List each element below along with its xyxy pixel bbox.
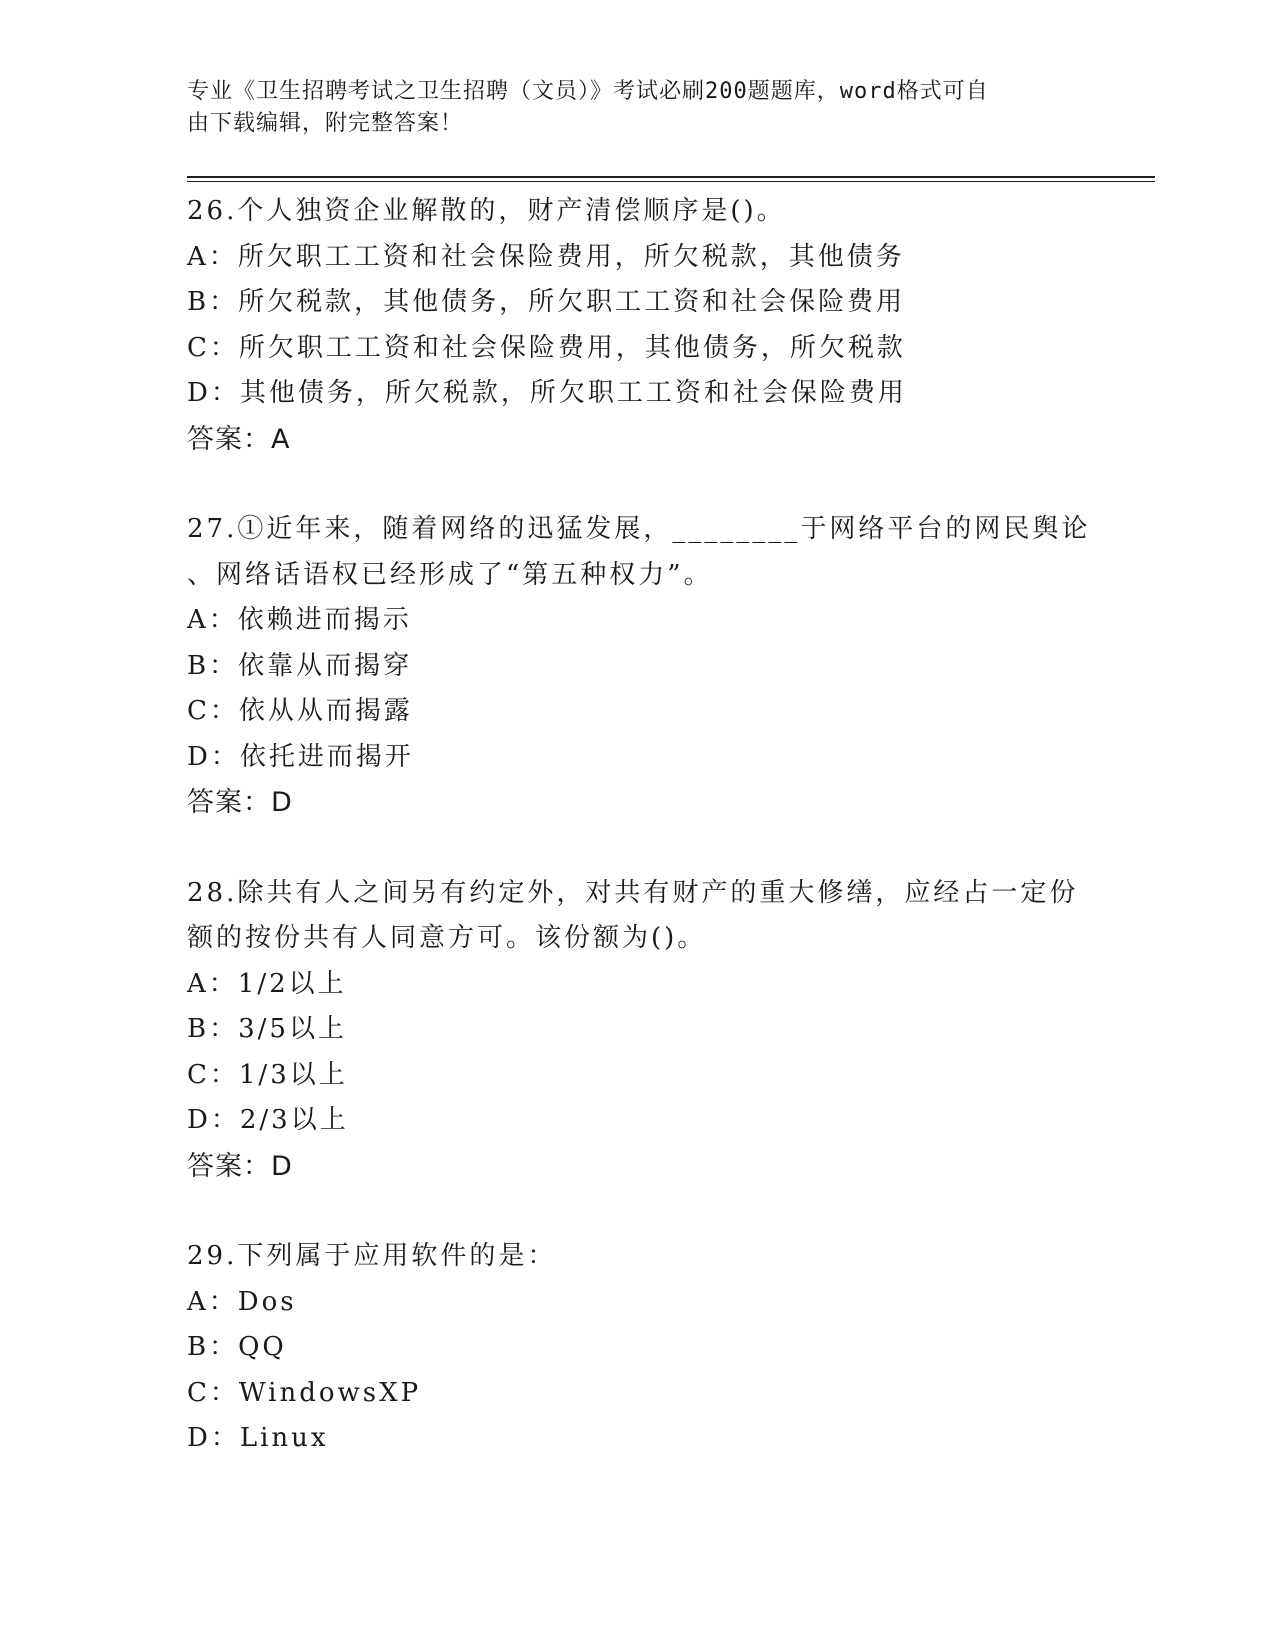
option-a: A：Dos [187, 1286, 297, 1317]
option-c: C：1/3以上 [187, 1059, 348, 1090]
header-divider-thin [187, 181, 1155, 182]
question-26 [187, 189, 1087, 462]
question-stem-continued: 、网络话语权已经形成了“第五种权力”。 [187, 559, 713, 590]
option-a: A：所欠职工工资和社会保险费用，所欠税款，其他债务 [187, 241, 905, 272]
question-stem: 26.个人独资企业解散的，财产清偿顺序是()。 [187, 196, 786, 226]
document-header [187, 76, 1067, 140]
question-27 [187, 507, 1091, 826]
option-d: D：依托进而揭开 [187, 741, 414, 772]
option-d: D：2/3以上 [187, 1105, 349, 1135]
question-stem-continued: 额的按份共有人同意方可。该份额为()。 [187, 923, 707, 953]
question-stem: 27.①近年来，随着网络的迅猛发展，________于网络平台的网民舆论 [187, 514, 1091, 544]
option-a: A：1/2以上 [187, 968, 347, 999]
option-c: C：WindowsXP [187, 1377, 422, 1408]
question-stem: 29.下列属于应用软件的是： [187, 1241, 557, 1271]
option-a: A：依赖进而揭示 [187, 605, 412, 635]
header-divider-thick [187, 176, 1155, 178]
option-c: C：依从从而揭露 [187, 696, 413, 726]
option-b: B：依靠从而揭穿 [187, 650, 413, 681]
question-29 [187, 1234, 1087, 1462]
option-d: D：其他债务，所欠税款，所欠职工工资和社会保险费用 [187, 378, 907, 408]
question-list [187, 189, 1091, 1507]
option-d: D：Linux [187, 1423, 329, 1453]
answer: 答案：D [187, 1150, 293, 1182]
option-b: B：QQ [187, 1332, 287, 1362]
option-b: B：3/5以上 [187, 1014, 347, 1044]
header-line-1: 专业《卫生招聘考试之卫生招聘（文员）》考试必刷200题题库，word格式可自 [187, 79, 989, 104]
header-line-2: 由下载编辑，附完整答案！ [187, 111, 464, 136]
answer: 答案：A [187, 423, 291, 455]
question-28 [187, 871, 1087, 1190]
question-stem: 28.除共有人之间另有约定外，对共有财产的重大修缮，应经占一定份 [187, 877, 1079, 908]
option-b: B：所欠税款，其他债务，所欠职工工资和社会保险费用 [187, 287, 906, 317]
option-c: C：所欠职工工资和社会保险费用，其他债务，所欠税款 [187, 332, 906, 363]
answer: 答案：D [187, 787, 293, 818]
